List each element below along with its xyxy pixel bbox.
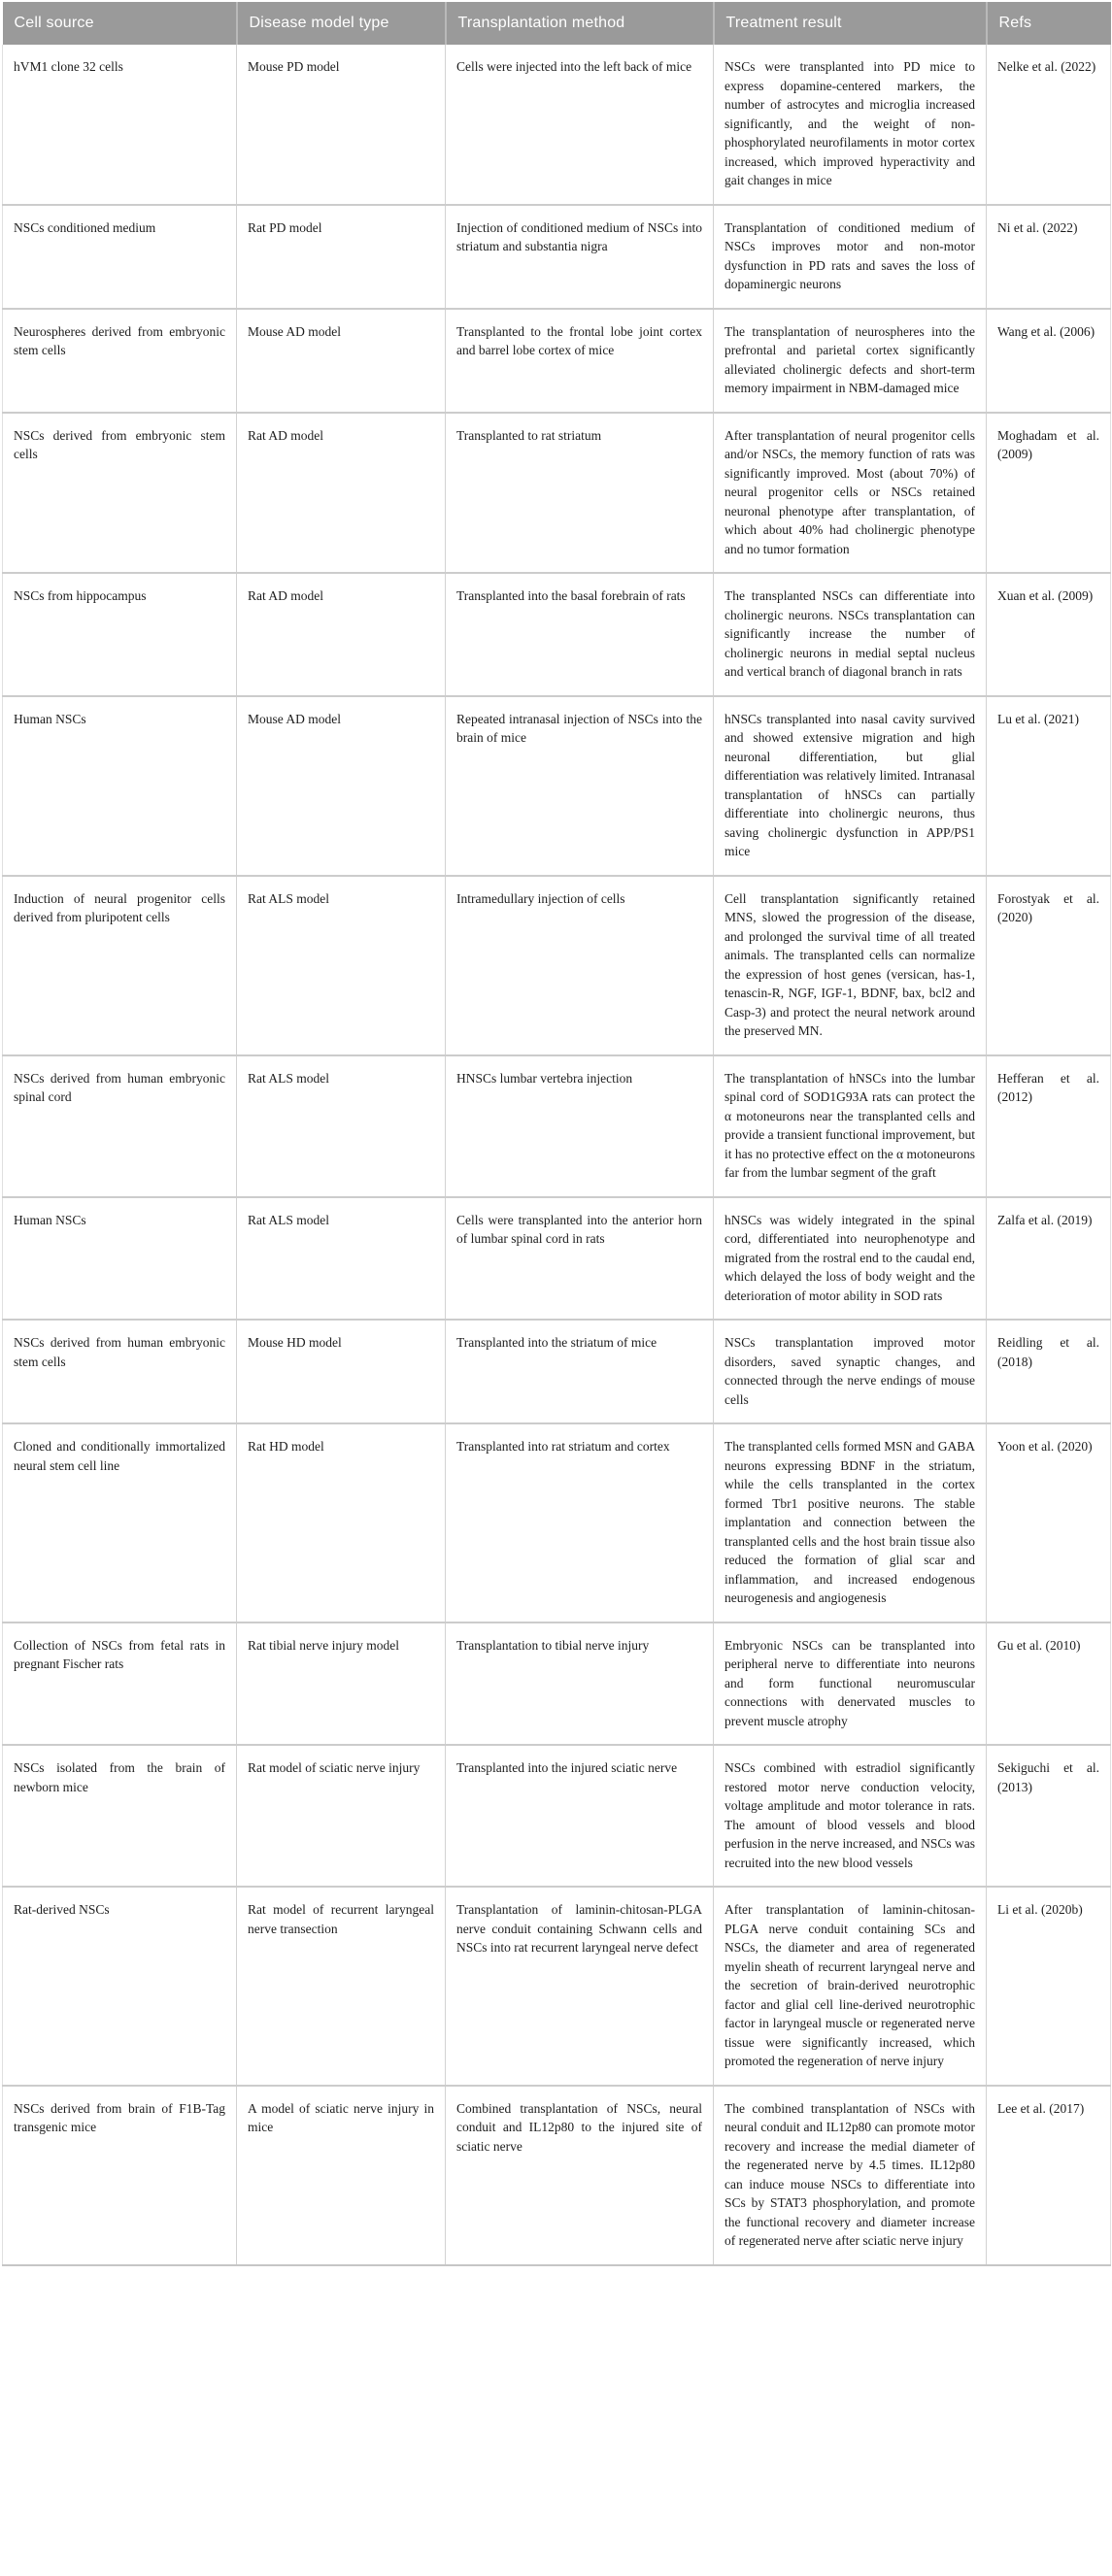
disease-model-cell: Mouse PD model bbox=[237, 45, 446, 205]
result-cell: NSCs combined with estradiol significantly restored motor nerve conduction velocity, voltage amplitude and motor tolerance in rats. The amount of blood vessels and blood perfusion in the nerve increased, and NSCs was recruited into the new blood vessels bbox=[714, 1745, 987, 1887]
disease-model-cell: Mouse AD model bbox=[237, 309, 446, 413]
nsc-transplantation-table bbox=[2, 2, 1111, 2266]
method-cell: HNSCs lumbar vertebra injection bbox=[446, 1055, 714, 1197]
table-row bbox=[3, 2086, 1111, 2265]
result-cell: Transplantation of conditioned medium of NSCs improves motor and non-motor dysfunction in PD rats and saves the loss of dopaminergic neurons bbox=[714, 205, 987, 309]
result-cell: The transplanted cells formed MSN and GABA neurons expressing BDNF in the striatum, while the cells transplanted in the cortex formed Tbr1 positive neurons. The stable implantation and connection between the transplanted cells and the host brain tissue also reduced the formation of glial scar and inflammation, and increased endogenous neurogenesis and angiogenesis bbox=[714, 1423, 987, 1623]
disease-model-cell: Rat model of recurrent laryngeal nerve transection bbox=[237, 1887, 446, 2086]
method-cell: Cells were transplanted into the anterior horn of lumbar spinal cord in rats bbox=[446, 1197, 714, 1321]
table-row bbox=[3, 45, 1111, 205]
table-row bbox=[3, 1197, 1111, 1321]
cell-source-cell: NSCs derived from human embryonic stem cells bbox=[3, 1320, 237, 1423]
table-row bbox=[3, 696, 1111, 876]
table-header bbox=[3, 2, 1111, 45]
cell-source-cell: NSCs isolated from the brain of newborn mice bbox=[3, 1745, 237, 1887]
table-body bbox=[3, 45, 1111, 2265]
refs-cell: Hefferan et al. (2012) bbox=[987, 1055, 1111, 1197]
cell-source-cell: Cloned and conditionally immortalized neural stem cell line bbox=[3, 1423, 237, 1623]
table-row bbox=[3, 1745, 1111, 1887]
table-row bbox=[3, 1423, 1111, 1623]
disease-model-cell: A model of sciatic nerve injury in mice bbox=[237, 2086, 446, 2265]
header-row bbox=[3, 2, 1111, 45]
refs-cell: Wang et al. (2006) bbox=[987, 309, 1111, 413]
cell-source-cell: Human NSCs bbox=[3, 696, 237, 876]
cell-source-cell: Rat-derived NSCs bbox=[3, 1887, 237, 2086]
result-cell: hNSCs was widely integrated in the spinal cord, differentiated into neurophenotype and migrated from the rostral end to the caudal end, which delayed the loss of body weight and the deterioration of motor ability in SOD rats bbox=[714, 1197, 987, 1321]
refs-cell: Sekiguchi et al. (2013) bbox=[987, 1745, 1111, 1887]
cell-source-cell: Collection of NSCs from fetal rats in pregnant Fischer rats bbox=[3, 1623, 237, 1746]
result-cell: Embryonic NSCs can be transplanted into peripheral nerve to differentiate into neurons and form functional neuromuscular connections with denervated muscles to prevent muscle atrophy bbox=[714, 1623, 987, 1746]
method-cell: Transplanted into the basal forebrain of rats bbox=[446, 573, 714, 696]
disease-model-cell: Rat AD model bbox=[237, 413, 446, 574]
cell-source-cell: NSCs derived from embryonic stem cells bbox=[3, 413, 237, 574]
disease-model-cell: Mouse HD model bbox=[237, 1320, 446, 1423]
table-row bbox=[3, 1055, 1111, 1197]
refs-cell: Zalfa et al. (2019) bbox=[987, 1197, 1111, 1321]
method-cell: Transplantation of laminin-chitosan-PLGA nerve conduit containing Schwann cells and NSCs into rat recurrent laryngeal nerve defect bbox=[446, 1887, 714, 2086]
refs-cell: Forostyak et al. (2020) bbox=[987, 876, 1111, 1055]
disease-model-cell: Rat PD model bbox=[237, 205, 446, 309]
method-cell: Transplanted into the injured sciatic nerve bbox=[446, 1745, 714, 1887]
column-header-cell-source: Cell source bbox=[3, 2, 237, 45]
disease-model-cell: Rat ALS model bbox=[237, 1197, 446, 1321]
result-cell: The transplanted NSCs can differentiate into cholinergic neurons. NSCs transplantation can significantly increase the number of cholinergic neurons in medial septal nucleus and vertical branch of diagonal branch in rats bbox=[714, 573, 987, 696]
result-cell: The transplantation of hNSCs into the lumbar spinal cord of SOD1G93A rats can protect the α motoneurons near the transplanted cells and provide a transient functional improvement, but it has no protective effect on the α motoneurons far from the lumbar segment of the graft bbox=[714, 1055, 987, 1197]
table-row bbox=[3, 1320, 1111, 1423]
column-header-refs: Refs bbox=[987, 2, 1111, 45]
result-cell: The transplantation of neurospheres into the prefrontal and parietal cortex significantly alleviated cholinergic defects and short-term memory impairment in NBM-damaged mice bbox=[714, 309, 987, 413]
cell-source-cell: Induction of neural progenitor cells derived from pluripotent cells bbox=[3, 876, 237, 1055]
disease-model-cell: Rat tibial nerve injury model bbox=[237, 1623, 446, 1746]
disease-model-cell: Mouse AD model bbox=[237, 696, 446, 876]
method-cell: Injection of conditioned medium of NSCs into striatum and substantia nigra bbox=[446, 205, 714, 309]
refs-cell: Reidling et al. (2018) bbox=[987, 1320, 1111, 1423]
method-cell: Transplanted to the frontal lobe joint cortex and barrel lobe cortex of mice bbox=[446, 309, 714, 413]
cell-source-cell: Neurospheres derived from embryonic stem cells bbox=[3, 309, 237, 413]
cell-source-cell: NSCs from hippocampus bbox=[3, 573, 237, 696]
column-header-transplantation-method: Transplantation method bbox=[446, 2, 714, 45]
method-cell: Transplanted into rat striatum and cortex bbox=[446, 1423, 714, 1623]
table-row bbox=[3, 876, 1111, 1055]
result-cell: The combined transplantation of NSCs with neural conduit and IL12p80 can promote motor recovery and increase the medial diameter of the regenerated nerve by 4.5 times. IL12p80 can induce mouse NSCs to differentiate into SCs by STAT3 phosphorylation, and promote the functional recovery and diameter increase of regenerated nerve after sciatic nerve injury bbox=[714, 2086, 987, 2265]
result-cell: hNSCs transplanted into nasal cavity survived and showed extensive migration and high neuronal differentiation, but glial differentiation was relatively limited. Intranasal transplantation of hNSCs can partially differentiate into cholinergic neurons, thus saving cholinergic dysfunction in APP/PS1 mice bbox=[714, 696, 987, 876]
disease-model-cell: Rat ALS model bbox=[237, 876, 446, 1055]
refs-cell: Ni et al. (2022) bbox=[987, 205, 1111, 309]
refs-cell: Gu et al. (2010) bbox=[987, 1623, 1111, 1746]
table-row bbox=[3, 573, 1111, 696]
column-header-treatment-result: Treatment result bbox=[714, 2, 987, 45]
table-row bbox=[3, 1623, 1111, 1746]
refs-cell: Moghadam et al. (2009) bbox=[987, 413, 1111, 574]
column-header-disease-model-type: Disease model type bbox=[237, 2, 446, 45]
disease-model-cell: Rat AD model bbox=[237, 573, 446, 696]
result-cell: After transplantation of laminin-chitosan-PLGA nerve conduit containing SCs and NSCs, the diameter and area of regenerated myelin sheath of recurrent laryngeal nerve and the secretion of brain-derived neurotrophic factor and glial cell line-derived neurotrophic factor in laryngeal muscle or regenerated nerve tissue were significantly increased, which promoted the regeneration of nerve injury bbox=[714, 1887, 987, 2086]
disease-model-cell: Rat ALS model bbox=[237, 1055, 446, 1197]
disease-model-cell: Rat HD model bbox=[237, 1423, 446, 1623]
method-cell: Transplanted to rat striatum bbox=[446, 413, 714, 574]
result-cell: After transplantation of neural progenitor cells and/or NSCs, the memory function of rats was significantly improved. Most (about 70%) of neural progenitor cells or NSCs retained neuronal phenotype after transplantation, of which about 40% had cholinergic phenotype and no tumor formation bbox=[714, 413, 987, 574]
method-cell: Repeated intranasal injection of NSCs into the brain of mice bbox=[446, 696, 714, 876]
method-cell: Intramedullary injection of cells bbox=[446, 876, 714, 1055]
result-cell: NSCs transplantation improved motor disorders, saved synaptic changes, and connected through the nerve endings of mouse cells bbox=[714, 1320, 987, 1423]
refs-cell: Li et al. (2020b) bbox=[987, 1887, 1111, 2086]
cell-source-cell: Human NSCs bbox=[3, 1197, 237, 1321]
table-row bbox=[3, 1887, 1111, 2086]
cell-source-cell: NSCs derived from brain of F1B-Tag transgenic mice bbox=[3, 2086, 237, 2265]
method-cell: Combined transplantation of NSCs, neural conduit and IL12p80 to the injured site of sciatic nerve bbox=[446, 2086, 714, 2265]
method-cell: Transplanted into the striatum of mice bbox=[446, 1320, 714, 1423]
method-cell: Cells were injected into the left back of mice bbox=[446, 45, 714, 205]
table-row bbox=[3, 413, 1111, 574]
table-row bbox=[3, 309, 1111, 413]
refs-cell: Nelke et al. (2022) bbox=[987, 45, 1111, 205]
refs-cell: Xuan et al. (2009) bbox=[987, 573, 1111, 696]
result-cell: NSCs were transplanted into PD mice to express dopamine-centered markers, the number of astrocytes and microglia increased significantly, and the weight of non-phosphorylated neurofilaments in motor cortex increased, which improved hyperactivity and gait changes in mice bbox=[714, 45, 987, 205]
result-cell: Cell transplantation significantly retained MNS, slowed the progression of the disease, and prolonged the survival time of all treated animals. The transplanted cells can normalize the expression of host genes (versican, has-1, tenascin-R, NGF, IGF-1, BDNF, bax, bcl2 and Casp-3) and protect the neural network around the preserved MN. bbox=[714, 876, 987, 1055]
disease-model-cell: Rat model of sciatic nerve injury bbox=[237, 1745, 446, 1887]
refs-cell: Yoon et al. (2020) bbox=[987, 1423, 1111, 1623]
cell-source-cell: NSCs derived from human embryonic spinal cord bbox=[3, 1055, 237, 1197]
refs-cell: Lu et al. (2021) bbox=[987, 696, 1111, 876]
table-row bbox=[3, 205, 1111, 309]
cell-source-cell: NSCs conditioned medium bbox=[3, 205, 237, 309]
method-cell: Transplantation to tibial nerve injury bbox=[446, 1623, 714, 1746]
refs-cell: Lee et al. (2017) bbox=[987, 2086, 1111, 2265]
cell-source-cell: hVM1 clone 32 cells bbox=[3, 45, 237, 205]
